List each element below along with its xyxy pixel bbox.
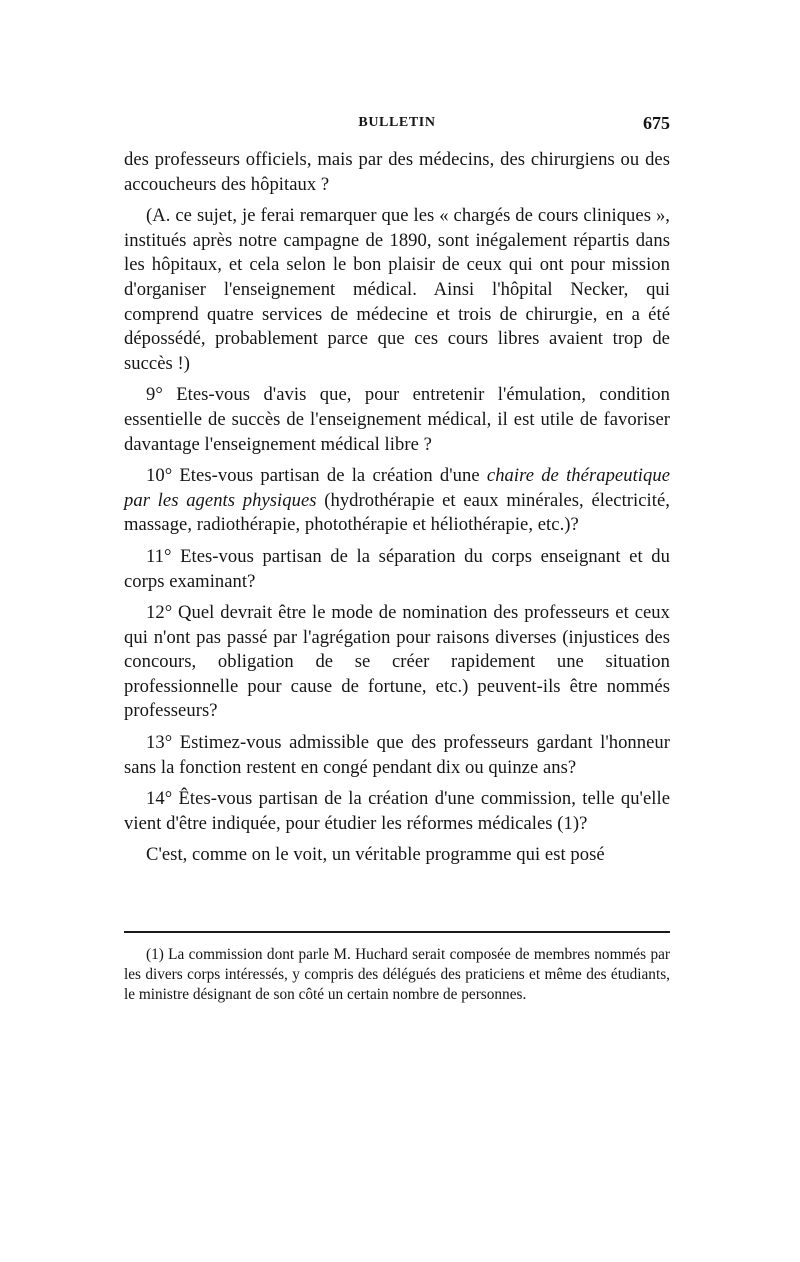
question-10-end: (hydrothérapie et eaux minérales, électricité, massage, radiothérapie, photothérapie et héliothérapie, etc.)? xyxy=(124,489,670,536)
question-10-start: 10° Etes-vous partisan de la création d'une xyxy=(146,465,487,487)
question-13: 13° Estimez-vous admissible que des professeurs gardant l'honneur sans la fonction restent en congé pendant dix ou quinze ans? xyxy=(124,732,670,778)
question-10-italic: chaire de thérapeutique par les agents physiques xyxy=(124,465,670,511)
question-10 xyxy=(124,464,670,538)
paragraph-continuation: des professeurs officiels, mais par des médecins, des chirurgiens ou des accoucheurs des hôpitaux ? xyxy=(124,149,670,195)
footnote-separator xyxy=(124,931,670,933)
paragraph-remark: (A. ce sujet, je ferai remarquer que les « chargés de cours cliniques », institués après notre campagne de 1890, sont inégalement répartis dans les hôpitaux, et cela selon le bon plaisir de ceux qui ont pour mission d'organiser l'enseignement médical. Ainsi l'hôpital Necker, qui comprend quatre services de médecine et trois de chirurgie, en a été dépossédé, probablement parce que ces cours libres avaient trop de succès !) xyxy=(124,205,670,374)
page-header xyxy=(124,115,670,139)
body-text xyxy=(124,148,670,875)
paragraph-closing: C'est, comme on le voit, un véritable programme qui est posé xyxy=(146,844,605,866)
question-11: 11° Etes-vous partisan de la séparation du corps enseignant et du corps examinant? xyxy=(124,545,670,592)
page-number: 675 xyxy=(643,113,670,133)
question-14: 14° Êtes-vous partisan de la création d'une commission, telle qu'elle vient d'être indiquée, pour étudier les réformes médicales (1)? xyxy=(124,788,670,834)
running-title: BULLETIN xyxy=(358,115,436,130)
question-12: 12° Quel devrait être le mode de nomination des professeurs et ceux qui n'ont pas passé par l'agrégation pour raisons diverses (injustices des concours, obligation de se créer rapidement une situation professionnelle pour cause de fortune, etc.) peuvent-ils être nommés professeurs? xyxy=(124,602,670,722)
question-9: 9° Etes-vous d'avis que, pour entretenir l'émulation, condition essentielle de succès de l'enseignement médical, il est utile de favoriser davantage l'enseignement médical libre ? xyxy=(124,384,670,455)
footnote: (1) La commission dont parle M. Huchard serait composée de membres nommés par les divers corps intéressés, y compris des délégués des praticiens et même des étudiants, le ministre désignant de son côté un certain nombre de personnes. xyxy=(124,946,670,1003)
